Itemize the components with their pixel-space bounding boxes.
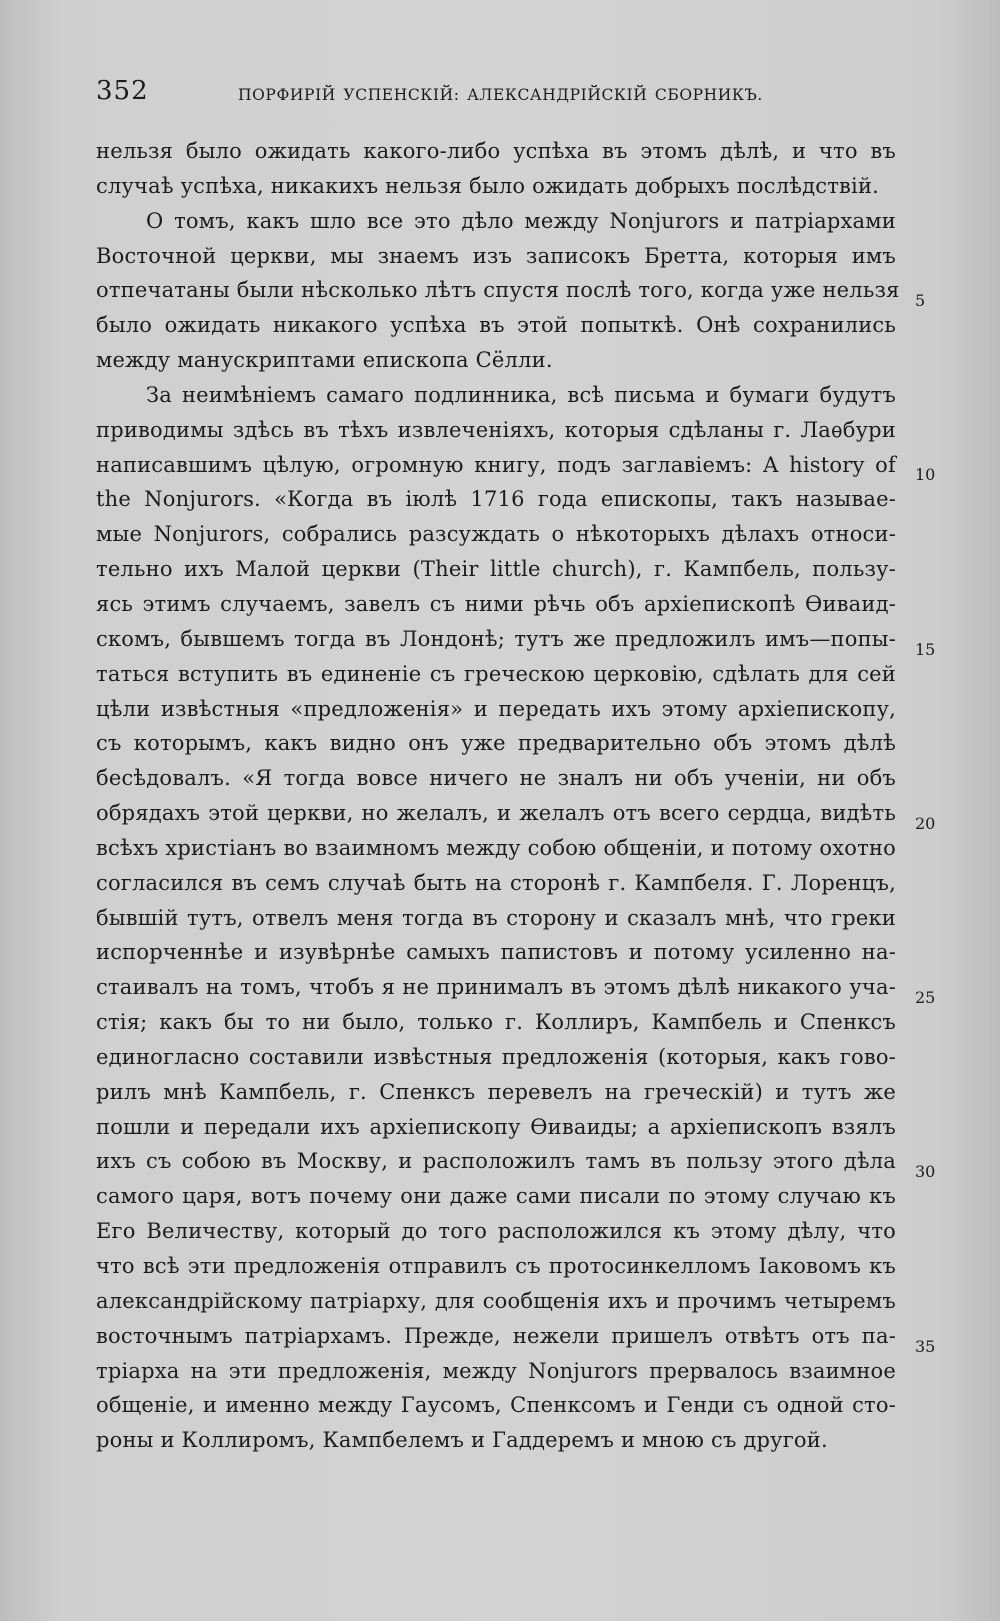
text-line: испорченнѣе и изувѣрнѣе самыхъ папистовъ и потому усиленно на- xyxy=(96,940,896,965)
text-line: пошли и передали ихъ архіепископу Ѳиваиды; а архіепископъ взялъ xyxy=(96,1114,896,1139)
text-line: стаивалъ на томъ, чтобъ я не принималъ въ этомъ дѣлѣ никакого уча- xyxy=(96,975,896,1000)
text-line: ясь этимъ случаемъ, завелъ съ ними рѣчь объ архіепископѣ Ѳиваид- xyxy=(96,591,896,616)
text-line: единогласно составили извѣстныя предложенія (которыя, какъ гово- xyxy=(96,1044,896,1069)
running-head xyxy=(96,76,896,116)
text-line: тельно ихъ Малой церкви (Their little church), г. Кампбель, пользу- xyxy=(96,557,896,582)
text-line: самого царя, вотъ почему они даже сами писали по этому случаю къ xyxy=(96,1184,896,1209)
running-title: ПОРФИРІЙ УСПЕНСКІЙ: АЛЕКСАНДРІЙСКІЙ СБОРНИКЪ. xyxy=(238,86,763,104)
text-line: рилъ мнѣ Кампбель, г. Спенксъ перевелъ на греческій) и тутъ же xyxy=(96,1079,896,1104)
text-line: приводимы здѣсь въ тѣхъ извлеченіяхъ, которыя сдѣланы г. Лаѳбури xyxy=(96,417,896,442)
text-line: Его Величеству, который до того расположился къ этому дѣлу, что xyxy=(96,1219,896,1244)
text-line: цѣли извѣстныя «предложенія» и передать ихъ этому архіепископу, xyxy=(96,696,896,721)
margin-line-number: 15 xyxy=(915,640,936,659)
margin-line-number: 30 xyxy=(915,1162,936,1181)
text-line: съ которымъ, какъ видно онъ уже предварительно объ этомъ дѣлѣ xyxy=(96,731,896,756)
text-line: случаѣ успѣха, никакихъ нельзя было ожидать добрыхъ послѣдствій. xyxy=(96,173,880,198)
text-line: роны и Коллиромъ, Кампбелемъ и Гаддеремъ и мною съ другой. xyxy=(96,1428,828,1453)
text-line: таться вступить въ единеніе съ греческою церковію, сдѣлать для сей xyxy=(96,661,896,686)
text-line: the Nonjurors. «Когда въ іюлѣ 1716 года епископы, такъ называе- xyxy=(96,487,896,512)
text-line: бывшій тутъ, отвелъ меня тогда въ сторону и сказалъ мнѣ, что греки xyxy=(96,905,896,930)
margin-line-number: 10 xyxy=(915,465,936,484)
text-line: ихъ съ собою въ Москву, и расположилъ тамъ въ пользу этого дѣла xyxy=(96,1149,896,1174)
text-line: скомъ, бывшемъ тогда въ Лондонѣ; тутъ же предложилъ имъ—попы- xyxy=(96,626,896,651)
text-line: александрійскому патріарху, для сообщенія ихъ и прочимъ четыремъ xyxy=(96,1288,896,1313)
text-line: бесѣдовалъ. «Я тогда вовсе ничего не зналъ ни объ ученіи, ни объ xyxy=(96,766,896,791)
text-line: было ожидать никакого успѣха въ этой попыткѣ. Онѣ сохранились xyxy=(96,313,896,338)
margin-line-number: 35 xyxy=(915,1337,936,1356)
text-line: О томъ, какъ шло все это дѣло между Nonjurors и патріархами xyxy=(146,208,896,233)
text-line: обрядахъ этой церкви, но желалъ, и желалъ отъ всего сердца, видѣть xyxy=(96,801,896,826)
text-line: нельзя было ожидать какого-либо успѣха въ этомъ дѣлѣ, и что въ xyxy=(96,139,896,163)
text-line: общеніе, и именно между Гаусомъ, Спенксомъ и Генди съ одной сто- xyxy=(96,1393,896,1418)
text-line: согласился въ семъ случаѣ быть на сторонѣ г. Кампбеля. Г. Лоренцъ, xyxy=(96,870,896,895)
text-line: мые Nonjurors, собрались разсуждать о нѣкоторыхъ дѣлахъ относи- xyxy=(96,522,896,547)
text-line: За неимѣніемъ самаго подлинника, всѣ письма и бумаги будутъ xyxy=(146,382,896,407)
text-line: между манускриптами епископа Сёлли. xyxy=(96,348,553,373)
text-line: Восточной церкви, мы знаемъ изъ записокъ Бретта, которыя имъ xyxy=(96,243,896,268)
text-line: отпечатаны были нѣсколько лѣтъ спустя послѣ того, когда уже нельзя xyxy=(96,278,900,303)
margin-line-number: 20 xyxy=(915,814,936,833)
text-line: восточнымъ патріархамъ. Прежде, нежели пришелъ отвѣтъ отъ па- xyxy=(96,1323,896,1348)
margin-line-number: 5 xyxy=(915,291,926,310)
text-line: написавшимъ цѣлую, огромную книгу, подъ заглавіемъ: A history of xyxy=(96,452,896,477)
body-text xyxy=(96,134,900,1458)
text-line: стія; какъ бы то ни было, только г. Коллиръ, Кампбель и Спенксъ xyxy=(96,1010,896,1035)
page-number: 352 xyxy=(96,76,149,106)
text-line: что всѣ эти предложенія отправилъ съ протосинкелломъ Іаковомъ къ xyxy=(96,1254,896,1278)
text-line: тріарха на эти предложенія, между Nonjurors прервалось взаимное xyxy=(96,1358,896,1383)
text-line: всѣхъ христіанъ во взаимномъ между собою общеніи, и потому охотно xyxy=(96,835,896,860)
margin-line-number: 25 xyxy=(915,988,936,1007)
